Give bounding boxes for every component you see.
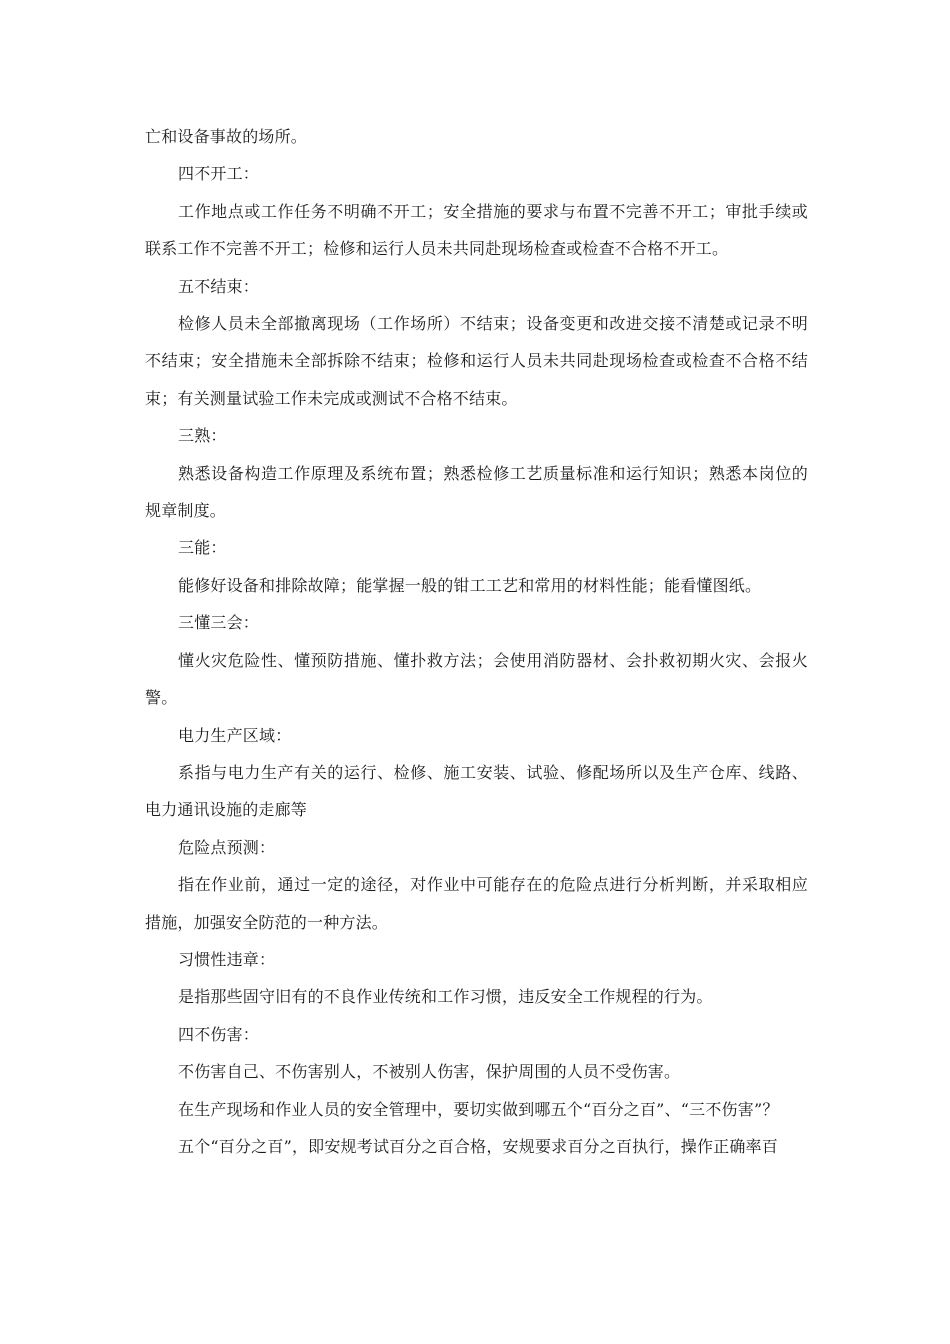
paragraph: 亡和设备事故的场所。 — [145, 127, 308, 146]
document-body — [145, 118, 808, 1165]
paragraph: 检修人员未全部撤离现场（工作场所）不结束；设备变更和改进交接不清楚或记录不明不结束；安全措施未全部拆除不结束；检修和运行人员未共同赴现场检查或检查不合格不结束；有关测量试验工作未完成或测试不合格不结束。 — [145, 314, 808, 408]
section-heading: 四不开工： — [178, 164, 260, 184]
section-heading: 四不伤害： — [178, 1024, 260, 1044]
section-heading: 三能： — [178, 538, 227, 558]
paragraph: 系指与电力生产有关的运行、检修、施工安装、试验、修配场所以及生产仓库、线路、电力通讯设施的走廊等 — [145, 762, 808, 820]
section-heading: 三懂三会： — [178, 613, 260, 633]
section-heading: 危险点预测： — [178, 837, 276, 857]
paragraph: 懂火灾危险性、懂预防措施、懂扑救方法；会使用消防器材、会扑救初期火灾、会报火警。 — [145, 650, 808, 708]
paragraph: 是指那些固守旧有的不良作业传统和工作习惯，违反安全工作规程的行为。 — [178, 987, 713, 1007]
section-heading: 五不结束： — [178, 276, 260, 296]
question-paragraph: 在生产现场和作业人员的安全管理中，要切实做到哪五个“百分之百”、“三不伤害”？ — [178, 1099, 779, 1119]
paragraph: 工作地点或工作任务不明确不开工；安全措施的要求与布置不完善不开工；审批手续或联系工作不完善不开工；检修和运行人员未共同赴现场检查或检查不合格不开工。 — [145, 201, 808, 259]
paragraph: 五个“百分之百”，即安规考试百分之百合格，安规要求百分之百执行，操作正确率百 — [178, 1136, 778, 1156]
paragraph: 不伤害自己、不伤害别人，不被别人伤害，保护周围的人员不受伤害。 — [178, 1062, 681, 1082]
section-heading: 电力生产区域： — [178, 725, 292, 745]
paragraph: 熟悉设备构造工作原理及系统布置；熟悉检修工艺质量标准和运行知识；熟悉本岗位的规章制度。 — [145, 463, 808, 521]
paragraph: 能修好设备和排除故障；能掌握一般的钳工工艺和常用的材料性能；能看懂图纸。 — [178, 575, 762, 595]
section-heading: 习惯性违章： — [178, 949, 276, 969]
section-heading: 三熟： — [178, 426, 227, 446]
paragraph: 指在作业前，通过一定的途径，对作业中可能存在的危险点进行分析判断，并采取相应措施，加强安全防范的一种方法。 — [145, 875, 808, 932]
